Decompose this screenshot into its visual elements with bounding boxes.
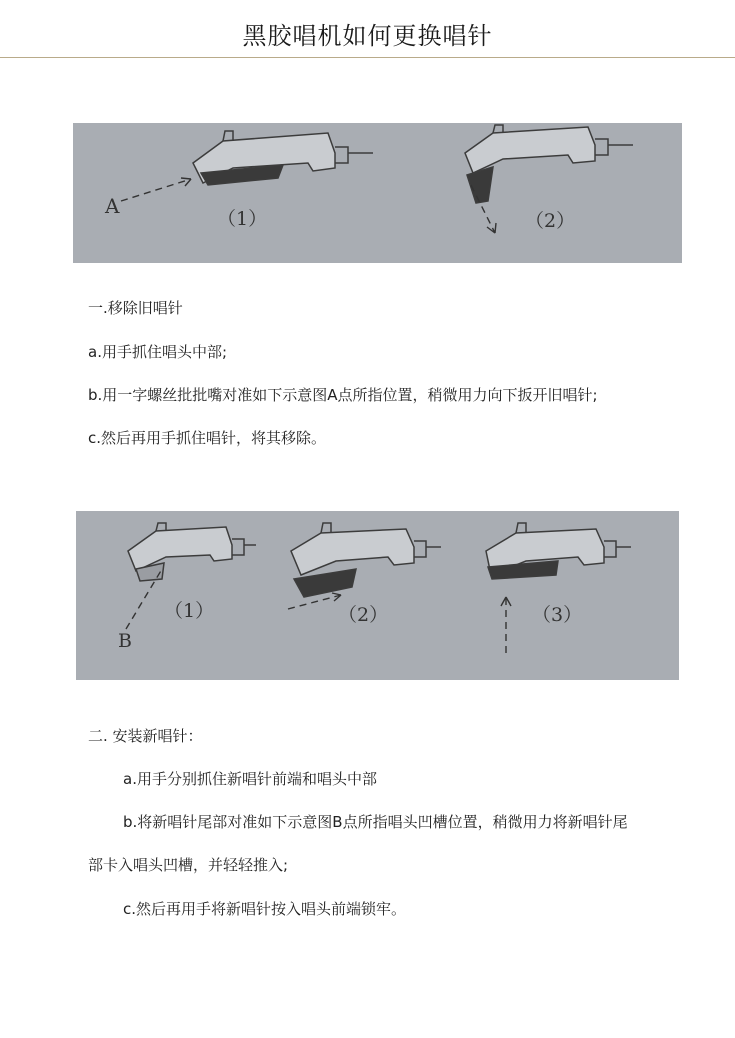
section2-heading: 二. 安装新唱针：: [88, 727, 203, 745]
figure2-step-3-label: （3）: [532, 604, 583, 626]
pointer-arrow-up: [501, 597, 511, 653]
point-label-b: B: [118, 630, 132, 652]
figure1-step-2-label: （2）: [525, 210, 576, 232]
section2-step-c: c.然后再用手将新唱针按入唱头前端锁牢。: [123, 900, 407, 918]
section1-step-b: b.用一字螺丝批批嘴对准如下示意图A点所指位置，稍微用力向下扳开旧唱针;: [88, 386, 598, 404]
cartridge-illustration-1: [128, 523, 256, 581]
figure2-step-2-label: （2）: [338, 604, 389, 626]
section1-step-c: c.然后再用手抓住唱针，将其移除。: [88, 429, 327, 447]
cartridge-illustration-2: [465, 125, 633, 203]
figure2-step-1-label: （1）: [164, 600, 215, 622]
section2-step-b-continued: 部卡入唱头凹槽，并轻轻推入;: [88, 856, 289, 874]
section1-step-a: a.用手抓住唱头中部;: [88, 343, 228, 361]
removal-diagram-photo: [73, 123, 682, 263]
cartridge-illustration-1: [193, 131, 373, 185]
section1-heading: 一.移除旧唱针: [88, 299, 183, 317]
page-title: 黑胶唱机如何更换唱针: [242, 22, 493, 50]
cartridge-illustration-3: [486, 523, 631, 579]
figure1-step-1-label: （1）: [217, 208, 268, 230]
section2-step-b: b.将新唱针尾部对准如下示意图B点所指唱头凹槽位置，稍微用力将新唱针尾: [123, 813, 628, 831]
installation-diagram-photo: [76, 511, 679, 680]
point-label-a: A: [105, 194, 120, 218]
page-header: [0, 0, 735, 58]
cartridge-illustration-2: [291, 523, 441, 597]
pointer-arrow-a: [121, 178, 191, 201]
section2-step-a: a.用手分别抓住新唱针前端和唱头中部: [123, 770, 377, 788]
